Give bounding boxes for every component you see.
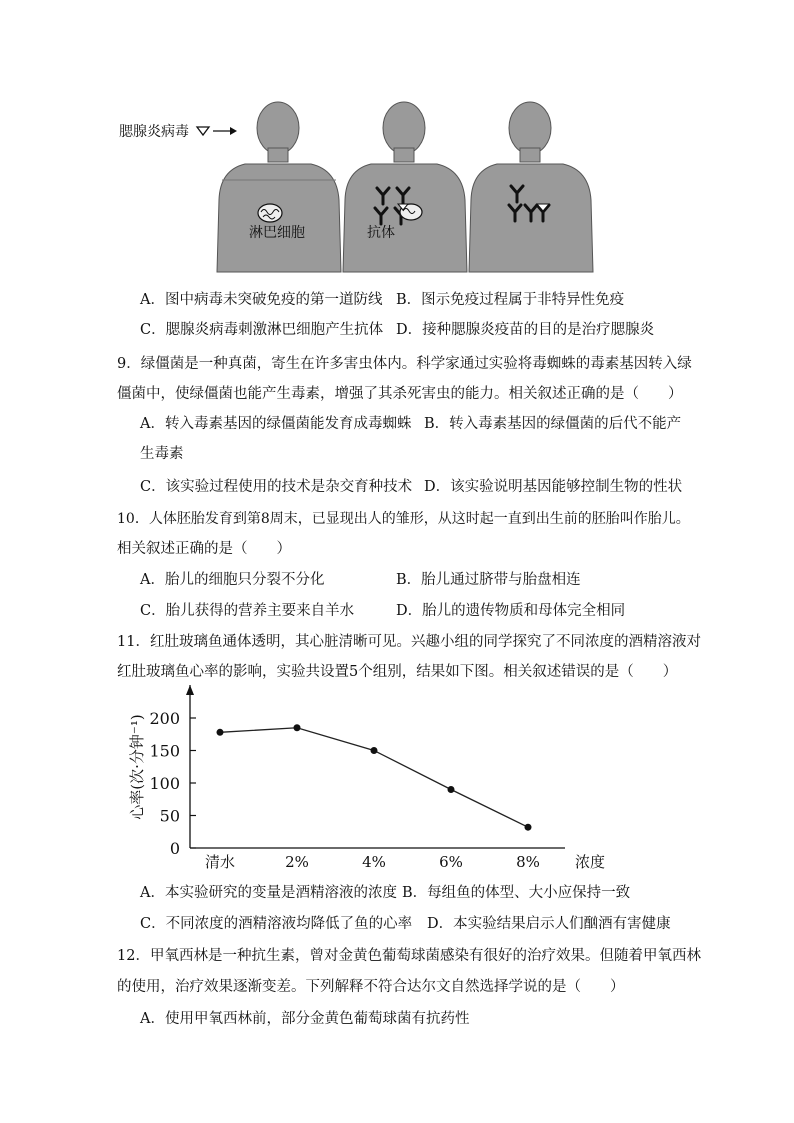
y-tick-label: 200 xyxy=(149,709,180,728)
q9-option-d: D．该实验说明基因能够控制生物的性状 xyxy=(424,479,683,495)
q11-option-d: D．本实验结果启示人们酗酒有害健康 xyxy=(427,916,671,932)
q11-option-a: A．本实验研究的变量是酒精溶液的浓度 xyxy=(140,885,397,901)
q11-stem-1: 11．红肚玻璃鱼通体透明，其心脏清晰可见。兴趣小组的同学探究了不同浓度的酒精溶液对 xyxy=(117,634,701,650)
x-axis-label: 浓度 xyxy=(574,853,606,871)
q8-option-c: C．腮腺炎病毒刺激淋巴细胞产生抗体 xyxy=(140,322,384,338)
y-tick-label: 0 xyxy=(169,839,180,858)
q10-option-c: C．胎儿获得的营养主要来自羊水 xyxy=(140,603,355,619)
human-silhouette-3 xyxy=(469,102,593,272)
x-tick-label: 8% xyxy=(516,853,540,871)
virus-label: 腮腺炎病毒 xyxy=(119,124,189,140)
q10-option-d: D．胎儿的遗传物质和母体完全相同 xyxy=(396,603,626,619)
y-tick-label: 150 xyxy=(149,741,180,761)
q8-option-a: A．图中病毒未突破免疫的第一道防线 xyxy=(140,292,383,308)
q9-option-c: C．该实验过程使用的技术是杂交育种技术 xyxy=(140,479,413,495)
x-tick-label: 清水 xyxy=(204,853,236,871)
x-tick-label: 4% xyxy=(362,853,386,871)
y-axis-label: 心率(次·分钟⁻¹) xyxy=(128,714,146,820)
q8-option-b: B．图示免疫过程属于非特异性免疫 xyxy=(396,292,625,308)
q8-option-d: D．接种腮腺炎疫苗的目的是治疗腮腺炎 xyxy=(396,322,655,338)
q12-stem-1: 12．甲氧西林是一种抗生素，曾对金黄色葡萄球菌感染有很好的治疗效果。但随着甲氧西林 xyxy=(117,948,701,964)
data-point xyxy=(371,747,378,754)
q10-stem-2: 相关叙述正确的是（ ） xyxy=(117,541,291,557)
x-tick-label: 6% xyxy=(439,853,463,871)
series-line xyxy=(220,728,528,827)
q9-stem-1: 9．绿僵菌是一种真菌，寄生在许多害虫体内。科学家通过实验将毒蜘蛛的毒素基因转入绿 xyxy=(117,356,692,372)
q9-option-a: A．转入毒素基因的绿僵菌能发育成毒蜘蛛 xyxy=(140,416,412,432)
q12-stem-2: 的使用，治疗效果逐渐变差。下列解释不符合达尔文自然选择学说的是（ ） xyxy=(117,979,625,995)
q9-option-b: B．转入毒素基因的绿僵菌的后代不能产 xyxy=(424,416,682,432)
x-tick-label: 2% xyxy=(285,853,309,871)
chart-axes xyxy=(186,685,565,848)
lymphocyte-label: 淋巴细胞 xyxy=(249,225,305,241)
heart-rate-chart xyxy=(120,685,620,875)
data-point xyxy=(217,729,224,736)
immune-response-figure xyxy=(115,100,615,280)
data-point xyxy=(294,724,301,731)
q11-option-c: C．不同浓度的酒精溶液均降低了鱼的心率 xyxy=(140,916,413,932)
lymphocyte-icon xyxy=(258,204,282,222)
q10-option-a: A．胎儿的细胞只分裂不分化 xyxy=(140,572,325,588)
q9-option-b-cont: 生毒素 xyxy=(140,446,184,462)
human-silhouette-2 xyxy=(343,102,467,272)
virus-arrow-icon xyxy=(197,127,237,135)
q12-option-a: A．使用甲氧西林前，部分金黄色葡萄球菌有抗药性 xyxy=(140,1011,470,1027)
data-point xyxy=(448,786,455,793)
human-silhouette-1 xyxy=(217,102,341,272)
q11-option-b: B．每组鱼的体型、大小应保持一致 xyxy=(402,885,631,901)
q10-stem-1: 10．人体胚胎发育到第8周末，已显现出人的雏形，从这时起一直到出生前的胚胎叫作胎儿。 xyxy=(117,511,690,527)
antibody-label: 抗体 xyxy=(367,225,395,241)
data-point xyxy=(525,824,532,831)
q11-stem-2: 红肚玻璃鱼心率的影响，实验共设置5个组别，结果如下图。相关叙述错误的是（ ） xyxy=(117,664,678,680)
y-tick-label: 100 xyxy=(149,774,180,793)
q10-option-b: B．胎儿通过脐带与胎盘相连 xyxy=(396,572,581,588)
y-tick-label: 50 xyxy=(159,806,180,826)
q9-stem-2: 僵菌中，使绿僵菌也能产生毒素，增强了其杀死害虫的能力。相关叙述正确的是（ ） xyxy=(117,386,683,402)
